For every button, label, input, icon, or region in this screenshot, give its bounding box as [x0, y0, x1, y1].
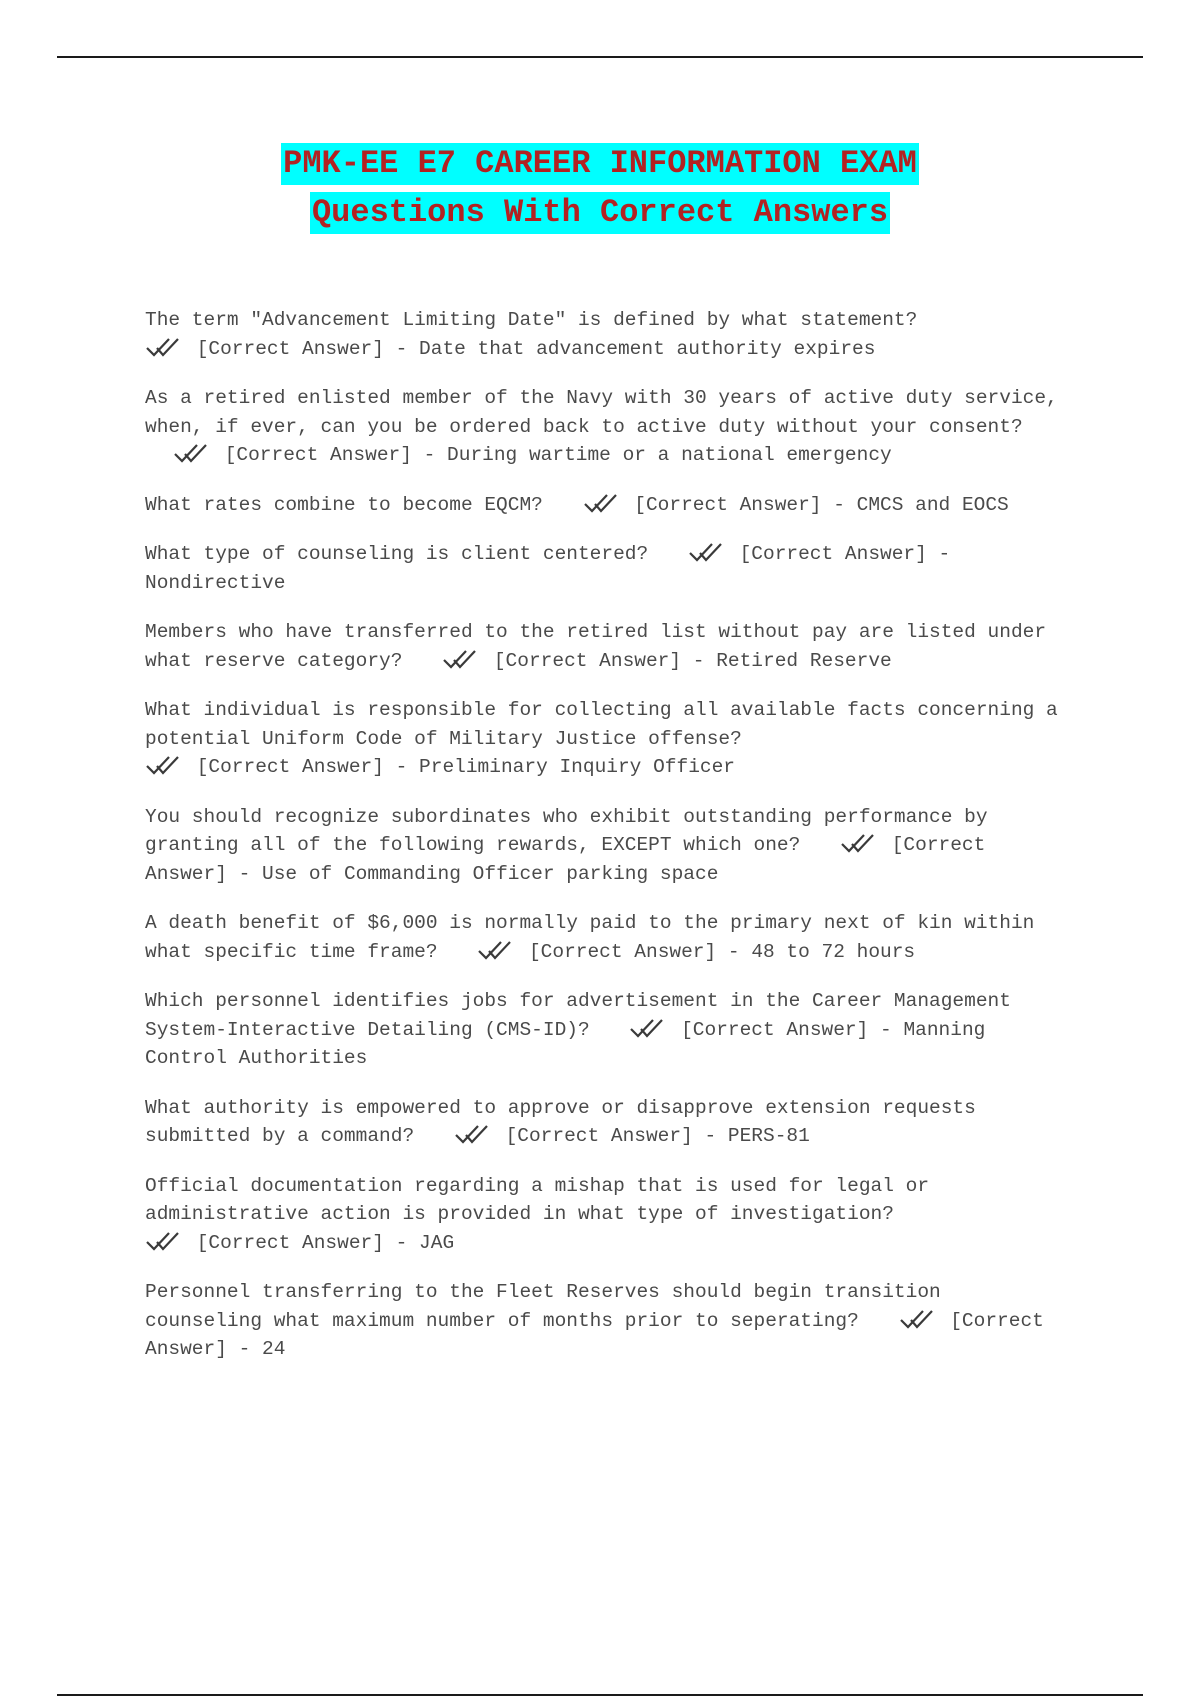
answer-label: [Correct Answer] - [739, 543, 951, 565]
title-line-2: Questions With Correct Answers [310, 192, 890, 234]
answer-label: [Correct Answer] - [505, 1125, 717, 1147]
answer-text: Date that advancement authority expires [419, 337, 876, 360]
answer-label: [Correct Answer] - [196, 1231, 408, 1254]
answer-label: [Correct Answer] - [196, 756, 408, 778]
question-text: Which personnel identifies jobs for advertisement in the Career Management System-Interactive Detailing (CMS-ID)? [145, 990, 1011, 1041]
double-check-icon [629, 1017, 665, 1039]
qa-item [145, 1172, 1065, 1258]
qa-item [145, 1094, 1065, 1151]
question-text: What authority is empowered to approve or disapprove extension requests submitted by a command? [145, 1096, 976, 1147]
double-check-icon [145, 754, 181, 776]
double-check-icon [583, 492, 619, 514]
question-text: A death benefit of $6,000 is normally paid to the primary next of kin within what specific time frame? [145, 912, 1035, 963]
answer-text: 24 [262, 1338, 286, 1360]
answer-label: [Correct Answer] - [145, 834, 986, 885]
qa-item [145, 803, 1065, 889]
question-text: What type of counseling is client centered? [145, 543, 649, 565]
answer-label: [Correct Answer] - [634, 493, 845, 516]
answer-text: Nondirective [145, 571, 286, 594]
answer-text: Preliminary Inquiry Officer [419, 756, 735, 778]
qa-item [145, 909, 1065, 966]
qa-item [145, 696, 1065, 782]
answer-label: [Correct Answer] - [493, 649, 705, 672]
answer-text: 48 to 72 hours [751, 940, 916, 963]
question-text: The term "Advancement Limiting Date" is defined by what statement? [145, 309, 918, 331]
qa-item [145, 1278, 1065, 1364]
document-title [0, 143, 1200, 241]
qa-list [145, 306, 1065, 1385]
qa-item [145, 384, 1065, 470]
answer-text: Manning Control Authorities [145, 1018, 986, 1069]
qa-item [145, 540, 1065, 597]
double-check-icon [173, 442, 209, 464]
question-text: What rates combine to become EQCM? [145, 493, 543, 516]
bottom-divider [57, 1694, 1143, 1696]
double-check-icon [840, 832, 876, 854]
qa-item [145, 306, 1065, 363]
double-check-icon [899, 1308, 935, 1330]
double-check-icon [454, 1123, 490, 1145]
top-divider [57, 56, 1143, 58]
answer-label: [Correct Answer] - [145, 1309, 1044, 1360]
double-check-icon [688, 541, 724, 563]
answer-text: During wartime or a national emergency [447, 444, 892, 466]
question-text: What individual is responsible for collecting all available facts concerning a potential Uniform Code of Military Justice offense? [145, 699, 1058, 750]
question-text: Personnel transferring to the Fleet Reserves should begin transition counseling what maximum number of months prior to seperating? [145, 1281, 941, 1332]
answer-label: [Correct Answer] - [528, 940, 740, 963]
question-text: You should recognize subordinates who exhibit outstanding performance by granting all of the following rewards, EXCEPT which one? [145, 805, 988, 856]
answer-label: [Correct Answer] - [224, 444, 436, 466]
answer-label: [Correct Answer] - [196, 337, 408, 360]
qa-item [145, 618, 1065, 675]
question-text: Official documentation regarding a mishap that is used for legal or administrative action is provided in what type of investigation? [145, 1174, 930, 1225]
double-check-icon [145, 336, 181, 358]
answer-text: CMCS and EOCS [856, 493, 1009, 516]
answer-label: [Correct Answer] - [681, 1018, 892, 1041]
question-text: Members who have transferred to the retired list without pay are listed under what reserve category? [145, 621, 1047, 672]
answer-text: Use of Commanding Officer parking space [262, 862, 719, 885]
answer-text: PERS-81 [727, 1125, 810, 1147]
answer-text: JAG [419, 1231, 455, 1254]
qa-item [145, 491, 1065, 520]
double-check-icon [145, 1230, 181, 1252]
title-line-1: PMK-EE E7 CAREER INFORMATION EXAM [281, 143, 919, 185]
question-text: As a retired enlisted member of the Navy with 30 years of active duty service, when, if ever, can you be ordered back to active duty without your consent? [145, 387, 1058, 438]
qa-item [145, 987, 1065, 1073]
answer-text: Retired Reserve [716, 649, 892, 672]
double-check-icon [477, 939, 513, 961]
double-check-icon [442, 648, 478, 670]
